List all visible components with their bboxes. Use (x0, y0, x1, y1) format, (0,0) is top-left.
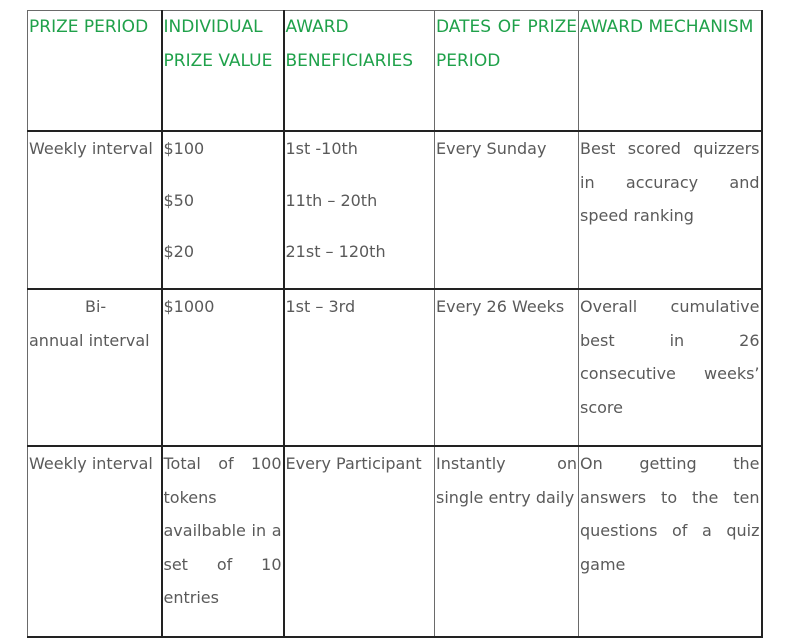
prize-table (27, 10, 763, 638)
prize-value: $1000 (163, 297, 215, 316)
beneficiary-range: Every Participant (285, 454, 422, 473)
cell-mechanism: Overall cumulative best in 26 consecutive weeks’ score (579, 289, 762, 446)
header-row (28, 11, 762, 132)
cell-prize-values (162, 289, 284, 446)
table-row (28, 289, 762, 446)
header-award-mechanism: AWARD MECHANISM (579, 11, 762, 132)
cell-mechanism: On getting the answers to the ten questions of a quiz game (579, 446, 762, 637)
cell-dates: Every Sunday (435, 131, 579, 289)
cell-prize-period: Bi-annual interval (28, 289, 162, 446)
cell-dates: Instantly on single entry daily (435, 446, 579, 637)
beneficiary-range: 21st – 120th (285, 242, 386, 261)
prize-value: Total of 100 tokens availbable in a set of 10 entries (163, 454, 282, 607)
cell-beneficiaries (284, 289, 435, 446)
header-individual-prize-value: INDIVIDUAL PRIZE VALUE (162, 11, 284, 132)
table-row (28, 446, 762, 637)
prize-value: $100 (163, 139, 205, 158)
prize-value: $50 (163, 190, 195, 210)
table-row (28, 131, 762, 289)
cell-mechanism: Best scored quizzers in accuracy and speed ranking (579, 131, 762, 289)
header-dates-of-prize-period: DATES OF PRIZE PERIOD (435, 11, 579, 132)
cell-prize-values (162, 131, 284, 289)
cell-beneficiaries (284, 446, 435, 637)
cell-prize-values (162, 446, 284, 637)
cell-prize-period: Weekly interval (28, 446, 162, 637)
beneficiary-range: 11th – 20th (285, 190, 378, 210)
prize-value: $20 (163, 242, 195, 261)
beneficiary-range: 1st – 3rd (285, 297, 356, 316)
cell-dates: Every 26 Weeks (435, 289, 579, 446)
header-award-beneficiaries: AWARD BENEFICIARIES (284, 11, 435, 132)
header-prize-period: PRIZE PERIOD (28, 11, 162, 132)
beneficiary-range: 1st -10th (285, 139, 358, 158)
cell-prize-period: Weekly interval (28, 131, 162, 289)
cell-beneficiaries (284, 131, 435, 289)
